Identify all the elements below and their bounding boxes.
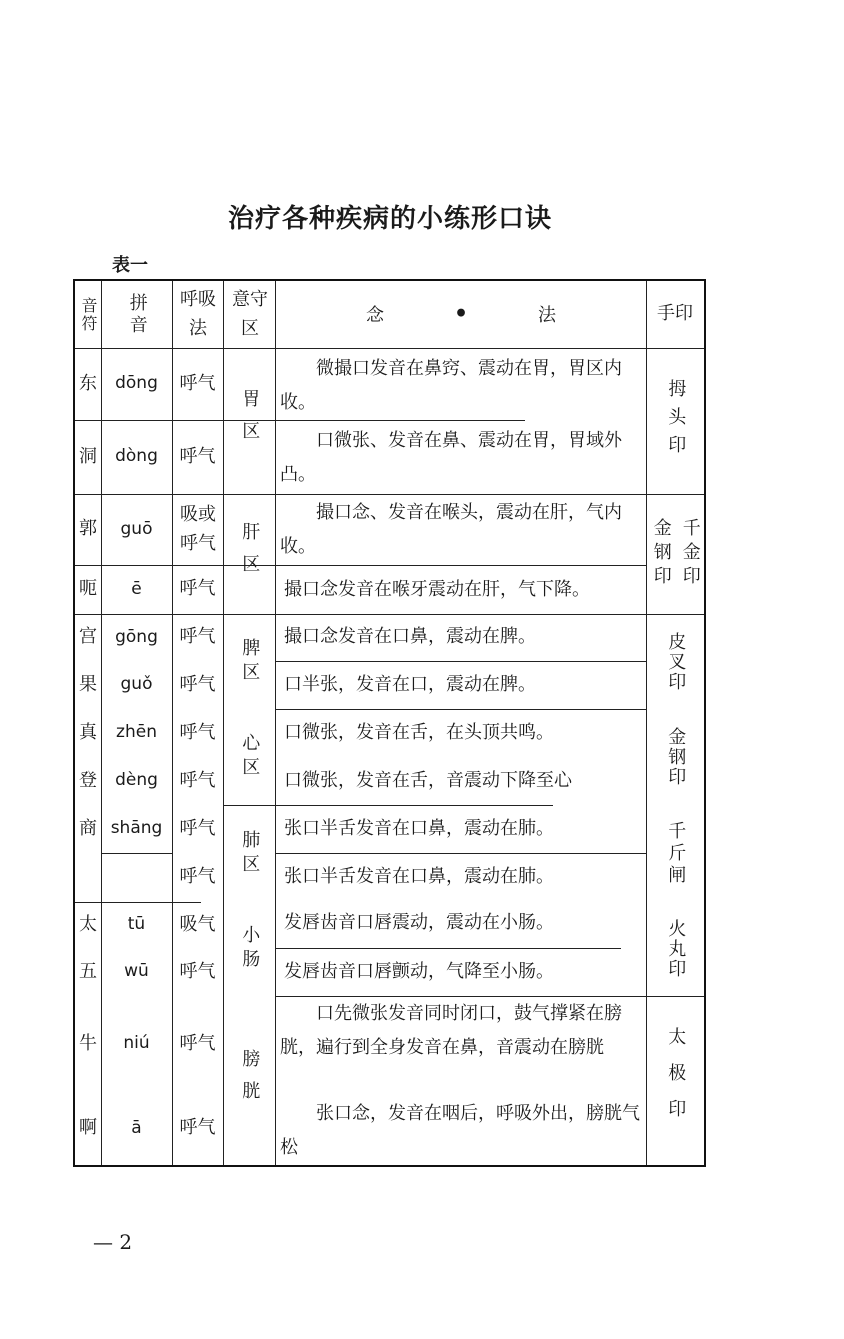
method-text: 口微张、发音在鼻、震动在胃，胃域外凸。 [280,430,622,485]
sound-cell: 呃 [79,578,97,600]
sound-cell: 洞 [79,445,97,467]
breath-cell: 吸或呼气 [180,503,216,554]
breath-cell: 呼气 [179,626,216,648]
header-method [276,279,646,349]
focus-zone-bladder: 膀胱 [239,1048,261,1113]
page-title: 治疗各种疾病的小练形口诀 [227,204,552,234]
pinyin-cell: dèng [115,770,158,791]
breath-cell: 呼气 [179,817,216,839]
breath-cell: 呼气 [179,1117,216,1139]
sound-cell [75,853,101,902]
method-text: 张口半舌发音在口鼻，震动在肺。 [284,866,554,887]
method-text: 张口半舌发音在口鼻，震动在肺。 [284,818,554,839]
mudra-cell: 火丸印 [665,919,687,979]
sound-cell: 登 [79,769,97,791]
focus-zone-liver: 肝区 [239,522,261,586]
sound-cell: 宫 [79,626,97,648]
header-pinyin: 拼音 [126,292,148,337]
method-text: 发唇齿音口唇震动，震动在小肠。 [284,912,554,933]
pinyin-cell: dōng [115,373,158,394]
pinyin-cell: zhēn [116,722,157,743]
mudra-cell: 拇头印 [665,379,687,463]
pinyin-cell: gōng [115,626,158,647]
sound-cell: 真 [79,721,97,743]
method-text: 微撮口发音在鼻窍、震动在胃，胃区内收。 [280,358,622,413]
sound-cell: 啊 [79,1117,97,1139]
header-method-char-2: 法 [538,305,557,326]
pinyin-cell: niú [123,1033,150,1054]
mudra-cell: 千斤闸 [665,820,687,887]
header-sound: 音符 [79,296,98,333]
method-text: 撮口念发音在口鼻，震动在脾。 [284,626,536,647]
sound-cell: 五 [79,960,97,982]
pinyin-cell: shāng [110,818,163,839]
row-divider [275,420,525,421]
header-focus: 意守区 [232,288,268,339]
breath-cell: 呼气 [179,866,216,888]
breath-cell: 呼气 [179,960,216,982]
header-dot: • [453,301,469,327]
sound-cell: 太 [79,913,97,935]
method-text: 口先微张发音同时闭口，鼓气撑紧在膀胱，遍行到全身发音在鼻，音震动在膀胱 [280,1003,622,1058]
pinyin-cell: guō [120,518,153,539]
breath-cell: 呼气 [179,721,216,743]
method-text: 口半张，发音在口，震动在脾。 [284,674,536,695]
row-divider [275,709,646,710]
sound-cell: 东 [79,372,97,394]
mudra-cell: 皮叉印 [665,631,687,692]
method-text: 张口念，发音在咽后，呼吸外出，膀胱气松 [280,1103,640,1158]
mudra-cell: 金钢印 [665,727,687,787]
row-divider [275,661,646,662]
method-text: 撮口念、发音在喉头，震动在肝，气内收。 [280,502,622,557]
pinyin-cell: tū [127,914,146,935]
pinyin-cell: guǒ [120,674,153,695]
header-mudra: 手印 [657,303,693,325]
row-divider [275,853,646,854]
pinyin-cell: dòng [115,446,158,467]
mudra-cell: 金钢印 [650,518,672,590]
sound-cell: 郭 [79,518,97,540]
pinyin-cell [101,853,172,902]
pinyin-cell: ā [131,1117,142,1138]
breath-cell: 呼气 [179,1032,216,1054]
mudra-cell: 太极印 [665,1026,687,1135]
table-label: 表一 [112,255,148,276]
row-divider [275,565,646,566]
method-text: 撮口念发音在喉牙震动在肝，气下降。 [284,579,590,600]
page-number: — 2 [93,1230,133,1254]
breath-cell: 呼气 [179,445,216,467]
method-text: 口微张，发音在舌，在头顶共鸣。 [284,722,554,743]
breath-cell: 呼气 [179,372,216,394]
breath-cell: 呼气 [179,673,216,695]
focus-zone-heart: 心区 [239,733,261,781]
focus-zone-spleen: 脾区 [239,637,261,686]
header-method-char-1: 念 [365,305,384,326]
pinyin-cell: wū [124,961,149,982]
focus-zone-stomach: 胃区 [239,389,261,453]
breath-cell: 呼气 [179,769,216,791]
breath-cell: 呼气 [179,578,216,600]
focus-zone-lung: 肺区 [239,829,261,878]
method-text: 发唇齿音口唇颤动，气降至小肠。 [284,961,554,982]
sound-cell: 商 [79,817,97,839]
sound-cell: 果 [79,673,97,695]
pinyin-cell: ē [131,578,142,599]
method-text: 口微张，发音在舌，音震动下降至心 [284,770,572,791]
row-divider [275,948,621,949]
mudra-cell: 千金印 [679,518,701,590]
sound-cell: 牛 [79,1032,97,1054]
focus-zone-small-intestine: 小肠 [239,925,261,973]
breath-cell: 吸气 [179,913,216,935]
header-breath: 呼吸法 [180,288,216,339]
